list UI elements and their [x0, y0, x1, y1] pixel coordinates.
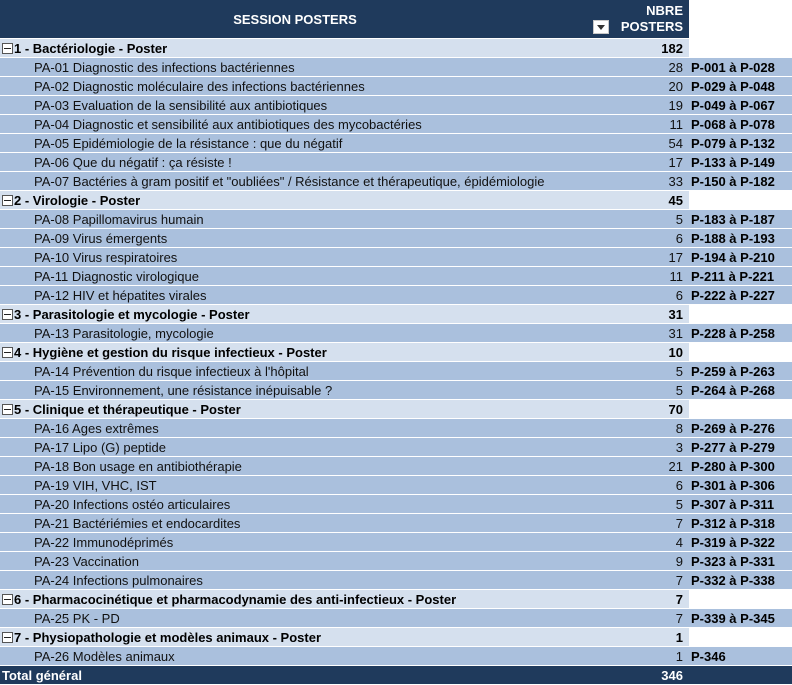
- collapse-toggle-icon[interactable]: [2, 594, 13, 605]
- session-label-cell[interactable]: [0, 286, 590, 305]
- poster-count-cell[interactable]: 1: [590, 628, 689, 647]
- total-row: [0, 666, 792, 685]
- poster-count-cell[interactable]: 17: [590, 153, 689, 172]
- poster-range-cell[interactable]: P-332 à P-338: [689, 571, 792, 590]
- poster-count-cell[interactable]: 54: [590, 134, 689, 153]
- category-row[interactable]: [0, 343, 792, 362]
- poster-count-cell[interactable]: 4: [590, 533, 689, 552]
- session-row[interactable]: [0, 438, 792, 457]
- total-blank-cell: [689, 666, 792, 685]
- category-label-cell[interactable]: [0, 400, 590, 419]
- category-label-cell[interactable]: [0, 191, 590, 210]
- category-label: 6 - Pharmacocinétique et pharmacodynamie des anti-infectieux - Poster: [14, 591, 457, 607]
- session-label-cell[interactable]: [0, 134, 590, 153]
- poster-count-cell[interactable]: 21: [590, 457, 689, 476]
- poster-range-cell[interactable]: P-301 à P-306: [689, 476, 792, 495]
- session-row[interactable]: [0, 77, 792, 96]
- poster-count-cell[interactable]: 6: [590, 476, 689, 495]
- category-row[interactable]: [0, 191, 792, 210]
- session-label: PA-05 Epidémiologie de la résistance : que du négatif: [34, 135, 343, 151]
- session-label: PA-01 Diagnostic des infections bactériennes: [34, 59, 295, 75]
- category-row[interactable]: [0, 628, 792, 647]
- poster-count-cell[interactable]: 8: [590, 419, 689, 438]
- poster-count-cell[interactable]: 7: [590, 514, 689, 533]
- session-row[interactable]: [0, 172, 792, 191]
- session-label-cell[interactable]: [0, 58, 590, 77]
- header-blank-cell: [689, 0, 792, 39]
- collapse-toggle-icon[interactable]: [2, 43, 13, 54]
- session-row[interactable]: [0, 571, 792, 590]
- session-row[interactable]: [0, 457, 792, 476]
- session-label-cell[interactable]: [0, 77, 590, 96]
- session-label: PA-10 Virus respiratoires: [34, 249, 178, 265]
- session-label: PA-12 HIV et hépatites virales: [34, 287, 207, 303]
- session-label-cell[interactable]: [0, 153, 590, 172]
- poster-count-cell[interactable]: 28: [590, 58, 689, 77]
- session-label: PA-17 Lipo (G) peptide: [34, 439, 166, 455]
- session-label: PA-07 Bactéries à gram positif et "oubliées" / Résistance et thérapeutique, épidémiologie: [34, 173, 545, 189]
- session-label-cell[interactable]: [0, 647, 590, 666]
- session-label: PA-22 Immunodéprimés: [34, 534, 174, 550]
- poster-range-cell[interactable]: P-280 à P-300: [689, 457, 792, 476]
- poster-range-cell[interactable]: P-188 à P-193: [689, 229, 792, 248]
- session-label: PA-03 Evaluation de la sensibilité aux antibiotiques: [34, 97, 328, 113]
- poster-range-cell[interactable]: P-323 à P-331: [689, 552, 792, 571]
- poster-count-cell[interactable]: 45: [590, 191, 689, 210]
- session-label: PA-19 VIH, VHC, IST: [34, 477, 157, 493]
- session-label: PA-15 Environnement, une résistance inépuisable ?: [34, 382, 333, 398]
- session-label: PA-11 Diagnostic virologique: [34, 268, 199, 284]
- poster-range-cell[interactable]: P-307 à P-311: [689, 495, 792, 514]
- category-row[interactable]: [0, 400, 792, 419]
- session-row[interactable]: [0, 153, 792, 172]
- poster-count-cell[interactable]: 7: [590, 590, 689, 609]
- poster-range-cell[interactable]: P-277 à P-279: [689, 438, 792, 457]
- total-label: Total général: [0, 666, 590, 685]
- session-label-cell[interactable]: [0, 210, 590, 229]
- session-label-cell[interactable]: [0, 115, 590, 134]
- session-label-cell[interactable]: [0, 229, 590, 248]
- session-label: PA-18 Bon usage en antibiothérapie: [34, 458, 242, 474]
- session-label: PA-09 Virus émergents: [34, 230, 168, 246]
- session-label: PA-04 Diagnostic et sensibilité aux antibiotiques des mycobactéries: [34, 116, 422, 132]
- session-label: PA-14 Prévention du risque infectieux à l'hôpital: [34, 363, 309, 379]
- nbre-header-line1: NBRE: [646, 3, 683, 18]
- poster-range-cell[interactable]: P-049 à P-067: [689, 96, 792, 115]
- category-row[interactable]: [0, 39, 792, 58]
- session-row[interactable]: [0, 362, 792, 381]
- category-row[interactable]: [0, 590, 792, 609]
- session-row[interactable]: [0, 210, 792, 229]
- collapse-toggle-icon[interactable]: [2, 404, 13, 415]
- poster-range-cell[interactable]: [689, 191, 792, 210]
- poster-range-cell[interactable]: P-150 à P-182: [689, 172, 792, 191]
- session-label: PA-08 Papillomavirus humain: [34, 211, 204, 227]
- session-row[interactable]: [0, 514, 792, 533]
- category-label-cell[interactable]: [0, 343, 590, 362]
- category-row[interactable]: [0, 305, 792, 324]
- session-label-cell[interactable]: [0, 172, 590, 191]
- session-row[interactable]: [0, 647, 792, 666]
- poster-range-cell[interactable]: P-346: [689, 647, 792, 666]
- poster-range-cell[interactable]: P-228 à P-258: [689, 324, 792, 343]
- session-row[interactable]: [0, 248, 792, 267]
- session-label-cell[interactable]: [0, 248, 590, 267]
- session-row[interactable]: [0, 533, 792, 552]
- nbre-header-line2: POSTERS: [620, 19, 683, 34]
- poster-range-cell[interactable]: P-183 à P-187: [689, 210, 792, 229]
- poster-count-cell[interactable]: 6: [590, 286, 689, 305]
- category-label-cell[interactable]: [0, 305, 590, 324]
- poster-count-cell[interactable]: 1: [590, 647, 689, 666]
- poster-count-cell[interactable]: 7: [590, 571, 689, 590]
- session-label-cell[interactable]: [0, 552, 590, 571]
- session-label: PA-26 Modèles animaux: [34, 648, 175, 664]
- poster-count-cell[interactable]: 31: [590, 305, 689, 324]
- session-label-cell[interactable]: [0, 381, 590, 400]
- poster-count-cell[interactable]: 182: [590, 39, 689, 58]
- session-label-cell[interactable]: [0, 495, 590, 514]
- session-label-cell[interactable]: [0, 438, 590, 457]
- poster-range-cell[interactable]: P-319 à P-322: [689, 533, 792, 552]
- session-row[interactable]: [0, 552, 792, 571]
- poster-range-cell[interactable]: P-312 à P-318: [689, 514, 792, 533]
- category-label-cell[interactable]: [0, 39, 590, 58]
- poster-range-cell[interactable]: [689, 400, 792, 419]
- poster-range-cell[interactable]: P-001 à P-028: [689, 58, 792, 77]
- session-label-cell[interactable]: [0, 324, 590, 343]
- total-count: 346: [590, 666, 689, 685]
- poster-count-cell[interactable]: 5: [590, 381, 689, 400]
- poster-count-cell[interactable]: 11: [590, 115, 689, 134]
- poster-range-cell[interactable]: [689, 628, 792, 647]
- collapse-toggle-icon[interactable]: [2, 632, 13, 643]
- session-label-cell[interactable]: [0, 476, 590, 495]
- session-label-cell[interactable]: [0, 571, 590, 590]
- session-row[interactable]: [0, 419, 792, 438]
- poster-range-cell[interactable]: P-068 à P-078: [689, 115, 792, 134]
- poster-range-cell[interactable]: P-264 à P-268: [689, 381, 792, 400]
- poster-range-cell[interactable]: P-079 à P-132: [689, 134, 792, 153]
- session-label: PA-20 Infections ostéo articulaires: [34, 496, 231, 512]
- session-row[interactable]: [0, 134, 792, 153]
- poster-range-cell[interactable]: P-029 à P-048: [689, 77, 792, 96]
- poster-range-cell[interactable]: P-133 à P-149: [689, 153, 792, 172]
- poster-count-cell[interactable]: 5: [590, 210, 689, 229]
- session-label-cell[interactable]: [0, 533, 590, 552]
- category-label: 5 - Clinique et thérapeutique - Poster: [14, 401, 241, 417]
- filter-dropdown-icon[interactable]: [593, 20, 609, 34]
- session-row[interactable]: [0, 495, 792, 514]
- poster-count-cell[interactable]: 70: [590, 400, 689, 419]
- session-label: PA-06 Que du négatif : ça résiste !: [34, 154, 232, 170]
- nbre-posters-header[interactable]: [590, 0, 689, 39]
- poster-range-cell[interactable]: P-259 à P-263: [689, 362, 792, 381]
- poster-range-cell[interactable]: P-222 à P-227: [689, 286, 792, 305]
- session-label-cell[interactable]: [0, 609, 590, 628]
- header-row: [0, 0, 792, 39]
- poster-range-cell[interactable]: [689, 305, 792, 324]
- session-label: PA-16 Ages extrêmes: [34, 420, 159, 436]
- category-label: 1 - Bactériologie - Poster: [14, 40, 168, 56]
- poster-range-cell[interactable]: [689, 39, 792, 58]
- session-row[interactable]: [0, 229, 792, 248]
- category-label-cell[interactable]: [0, 628, 590, 647]
- session-row[interactable]: [0, 286, 792, 305]
- session-label-cell[interactable]: [0, 96, 590, 115]
- poster-range-cell[interactable]: P-211 à P-221: [689, 267, 792, 286]
- poster-count-cell[interactable]: 7: [590, 609, 689, 628]
- session-label: PA-23 Vaccination: [34, 553, 140, 569]
- category-label: 3 - Parasitologie et mycologie - Poster: [14, 306, 250, 322]
- poster-count-cell[interactable]: 19: [590, 96, 689, 115]
- collapse-toggle-icon[interactable]: [2, 195, 13, 206]
- poster-range-cell[interactable]: P-194 à P-210: [689, 248, 792, 267]
- session-row[interactable]: [0, 609, 792, 628]
- category-label: 4 - Hygiène et gestion du risque infectieux - Poster: [14, 344, 327, 360]
- poster-count-cell[interactable]: 11: [590, 267, 689, 286]
- session-row[interactable]: [0, 96, 792, 115]
- session-label-cell[interactable]: [0, 362, 590, 381]
- category-label-cell[interactable]: [0, 590, 590, 609]
- session-label: PA-25 PK - PD: [34, 610, 120, 626]
- session-row[interactable]: [0, 476, 792, 495]
- poster-range-cell[interactable]: P-339 à P-345: [689, 609, 792, 628]
- poster-count-cell[interactable]: 17: [590, 248, 689, 267]
- poster-count-cell[interactable]: 5: [590, 362, 689, 381]
- session-label-cell[interactable]: [0, 419, 590, 438]
- poster-count-cell[interactable]: 10: [590, 343, 689, 362]
- session-row[interactable]: [0, 267, 792, 286]
- poster-range-cell[interactable]: [689, 590, 792, 609]
- poster-count-cell[interactable]: 6: [590, 229, 689, 248]
- category-label: 2 - Virologie - Poster: [14, 192, 141, 208]
- session-row[interactable]: [0, 58, 792, 77]
- session-label-cell[interactable]: [0, 457, 590, 476]
- session-label: PA-21 Bactériémies et endocardites: [34, 515, 241, 531]
- session-row[interactable]: [0, 381, 792, 400]
- session-label: PA-02 Diagnostic moléculaire des infections bactériennes: [34, 78, 365, 94]
- category-label: 7 - Physiopathologie et modèles animaux - Poster: [14, 629, 322, 645]
- session-label: PA-24 Infections pulmonaires: [34, 572, 203, 588]
- collapse-toggle-icon[interactable]: [2, 309, 13, 320]
- session-label: PA-13 Parasitologie, mycologie: [34, 325, 214, 341]
- poster-count-cell[interactable]: 20: [590, 77, 689, 96]
- session-posters-header[interactable]: SESSION POSTERS: [0, 0, 590, 39]
- session-label-cell[interactable]: [0, 267, 590, 286]
- poster-range-cell[interactable]: P-269 à P-276: [689, 419, 792, 438]
- poster-count-cell[interactable]: 9: [590, 552, 689, 571]
- session-row[interactable]: [0, 324, 792, 343]
- poster-count-cell[interactable]: 5: [590, 495, 689, 514]
- poster-count-cell[interactable]: 3: [590, 438, 689, 457]
- poster-count-cell[interactable]: 33: [590, 172, 689, 191]
- collapse-toggle-icon[interactable]: [2, 347, 13, 358]
- session-label-cell[interactable]: [0, 514, 590, 533]
- session-row[interactable]: [0, 115, 792, 134]
- poster-range-cell[interactable]: [689, 343, 792, 362]
- poster-count-cell[interactable]: 31: [590, 324, 689, 343]
